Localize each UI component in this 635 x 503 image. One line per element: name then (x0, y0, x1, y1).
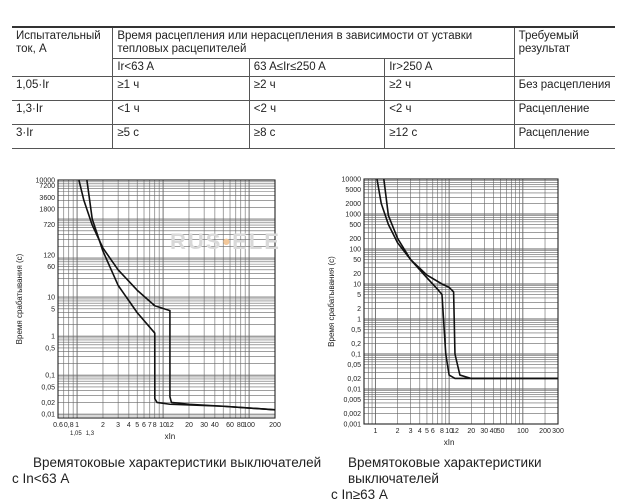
x-tick-label: 0,8 (63, 422, 74, 429)
cell-current: 1,05·Ir (12, 77, 113, 101)
x-tick-label: 5 (135, 422, 140, 429)
watermark: RUS•ELE (170, 229, 281, 254)
caption-left-line2: с In<63 А (12, 471, 70, 486)
y-tick-label: 5 (51, 306, 55, 314)
cell-time-2: ≥2 ч (249, 77, 384, 101)
y-tick-label: 2000 (345, 200, 361, 208)
x-tick-label: 2 (101, 422, 105, 429)
spec-table (12, 26, 615, 149)
x-tick-label: 200 (539, 428, 551, 435)
y-tick-label: 1800 (39, 206, 55, 214)
cell-time-3: ≥12 с (385, 125, 514, 149)
y-tick-label: 0,02 (347, 375, 361, 383)
x-tick-label: 4 (126, 422, 131, 429)
subheader-ir-63-250: 63 A≤Ir≤250 A (249, 59, 384, 77)
x-tick-label: 100 (516, 428, 529, 435)
x-tick-label: 12 (451, 428, 459, 435)
x-tick-label: 5 (424, 428, 429, 435)
caption-right (331, 455, 635, 503)
x-tick-label: 20 (467, 428, 476, 435)
y-tick-label: 0,5 (351, 327, 361, 335)
x-tick-label: 2 (395, 428, 400, 435)
table-row (12, 125, 615, 149)
y-tick-label: 10000 (35, 177, 55, 185)
time-current-chart-ge63 (318, 172, 635, 450)
time-current-chart-lt63 (0, 172, 300, 450)
y-tick-label: 0,5 (45, 345, 55, 353)
caption-left-line1: Времятоковые характеристики выключателей (33, 455, 322, 470)
caption-right-line2: с In≥63 А (331, 487, 388, 502)
grid-horizontal (364, 179, 558, 424)
y-tick-label: 500 (349, 222, 361, 230)
y-tick-label: 0,05 (41, 384, 55, 392)
caption-left (12, 455, 321, 487)
y-axis-label: Время срабатывания (с) (15, 253, 24, 345)
y-tick-label: 1 (51, 333, 55, 341)
y-tick-label: 0,01 (41, 411, 55, 419)
x-tick-label: 1,3 (85, 431, 95, 437)
x-tick-label: 12 (166, 422, 174, 429)
y-tick-label: 1000 (345, 211, 361, 219)
y-tick-label: 0,05 (347, 362, 361, 370)
x-tick-label: 60 (226, 422, 234, 429)
subheader-ir-gt-250: Ir>250 A (385, 59, 514, 77)
cell-result: Расцепление (514, 125, 615, 149)
x-tick-label: 8 (152, 422, 157, 429)
x-tick-label: 8 (440, 428, 444, 435)
x-tick-label: 0.6 (53, 422, 63, 429)
y-tick-label: 0,1 (45, 372, 55, 380)
series-curve-1 (377, 179, 558, 378)
x-axis-label: xIn (164, 432, 176, 441)
cell-time-2: ≥8 с (249, 125, 384, 149)
cell-current: 3·Ir (12, 125, 113, 149)
x-tick-label: 7 (147, 422, 152, 429)
y-tick-label: 120 (43, 252, 55, 260)
x-tick-label: 1 (75, 422, 80, 429)
y-tick-label: 720 (43, 222, 55, 230)
x-tick-label: 200 (269, 422, 281, 429)
x-tick-label: 20 (185, 422, 193, 429)
cell-result: Расцепление (514, 101, 615, 125)
cell-time-2: <2 ч (249, 101, 384, 125)
table-row (12, 77, 615, 101)
y-tick-label: 100 (349, 246, 361, 254)
y-tick-label: 60 (47, 264, 55, 272)
y-tick-label: 0,005 (343, 397, 361, 405)
x-tick-label: 40 (489, 428, 498, 435)
table-row (12, 101, 615, 125)
x-tick-label: 6 (430, 428, 435, 435)
x-tick-label: 30 (480, 428, 489, 435)
x-tick-label: 6 (142, 422, 146, 429)
y-tick-label: 5 (357, 292, 361, 300)
y-tick-label: 0,02 (41, 399, 55, 407)
y-tick-label: 10 (353, 281, 361, 289)
x-tick-label: 30 (200, 422, 209, 429)
y-tick-label: 2 (357, 305, 361, 313)
x-tick-label: 3 (116, 422, 121, 429)
x-axis-label: xIn (443, 438, 455, 447)
series-curve-2 (384, 179, 558, 378)
cell-time-3: <2 ч (385, 101, 514, 125)
y-tick-label: 5000 (345, 187, 361, 195)
x-tick-label: 80 (236, 422, 245, 429)
y-tick-label: 0,002 (343, 410, 361, 418)
x-tick-label: 4 (417, 428, 422, 435)
cell-time-1: ≥1 ч (113, 77, 249, 101)
header-required: Требуемый результат (514, 27, 615, 77)
x-tick-label: 1,05 (70, 431, 82, 437)
header-test-current: Испытательный ток, А (12, 27, 113, 77)
x-tick-label: 10 (445, 428, 454, 435)
subheader-ir-lt-63: Ir<63 A (113, 59, 249, 77)
x-tick-label: 3 (408, 428, 413, 435)
header-time-group: Время расцепления или нерасцепления в зависимости от уставки тепловых расцепителей (113, 27, 514, 59)
y-tick-label: 7200 (39, 183, 55, 191)
y-tick-label: 50 (353, 257, 361, 265)
x-tick-label: 10 (159, 422, 167, 429)
y-tick-label: 0,2 (351, 340, 361, 348)
y-tick-label: 0,1 (351, 351, 361, 359)
cell-current: 1,3·Ir (12, 101, 113, 125)
y-tick-label: 10000 (341, 176, 361, 184)
y-axis-label: Время срабатывания (с) (327, 256, 336, 347)
grid-horizontal (58, 180, 275, 418)
y-tick-label: 10 (47, 294, 55, 302)
y-tick-label: 3600 (39, 194, 55, 202)
y-tick-label: 0,001 (343, 421, 361, 429)
x-tick-label: 300 (552, 428, 564, 435)
cell-result: Без расцепления (514, 77, 615, 101)
y-tick-label: 0,01 (347, 386, 361, 394)
cell-time-3: ≥2 ч (385, 77, 514, 101)
cell-time-1: ≥5 с (113, 125, 249, 149)
y-tick-label: 20 (353, 270, 361, 278)
cell-time-1: <1 ч (113, 101, 249, 125)
y-tick-label: 1 (357, 316, 361, 324)
caption-right-line1: Времятоковые характеристики выключателей (348, 455, 542, 486)
x-tick-label: 40 (210, 422, 219, 429)
y-tick-label: 200 (349, 235, 361, 243)
x-tick-label: 50 (496, 428, 505, 435)
x-tick-label: 100 (243, 422, 255, 429)
x-tick-label: 1 (373, 428, 378, 435)
